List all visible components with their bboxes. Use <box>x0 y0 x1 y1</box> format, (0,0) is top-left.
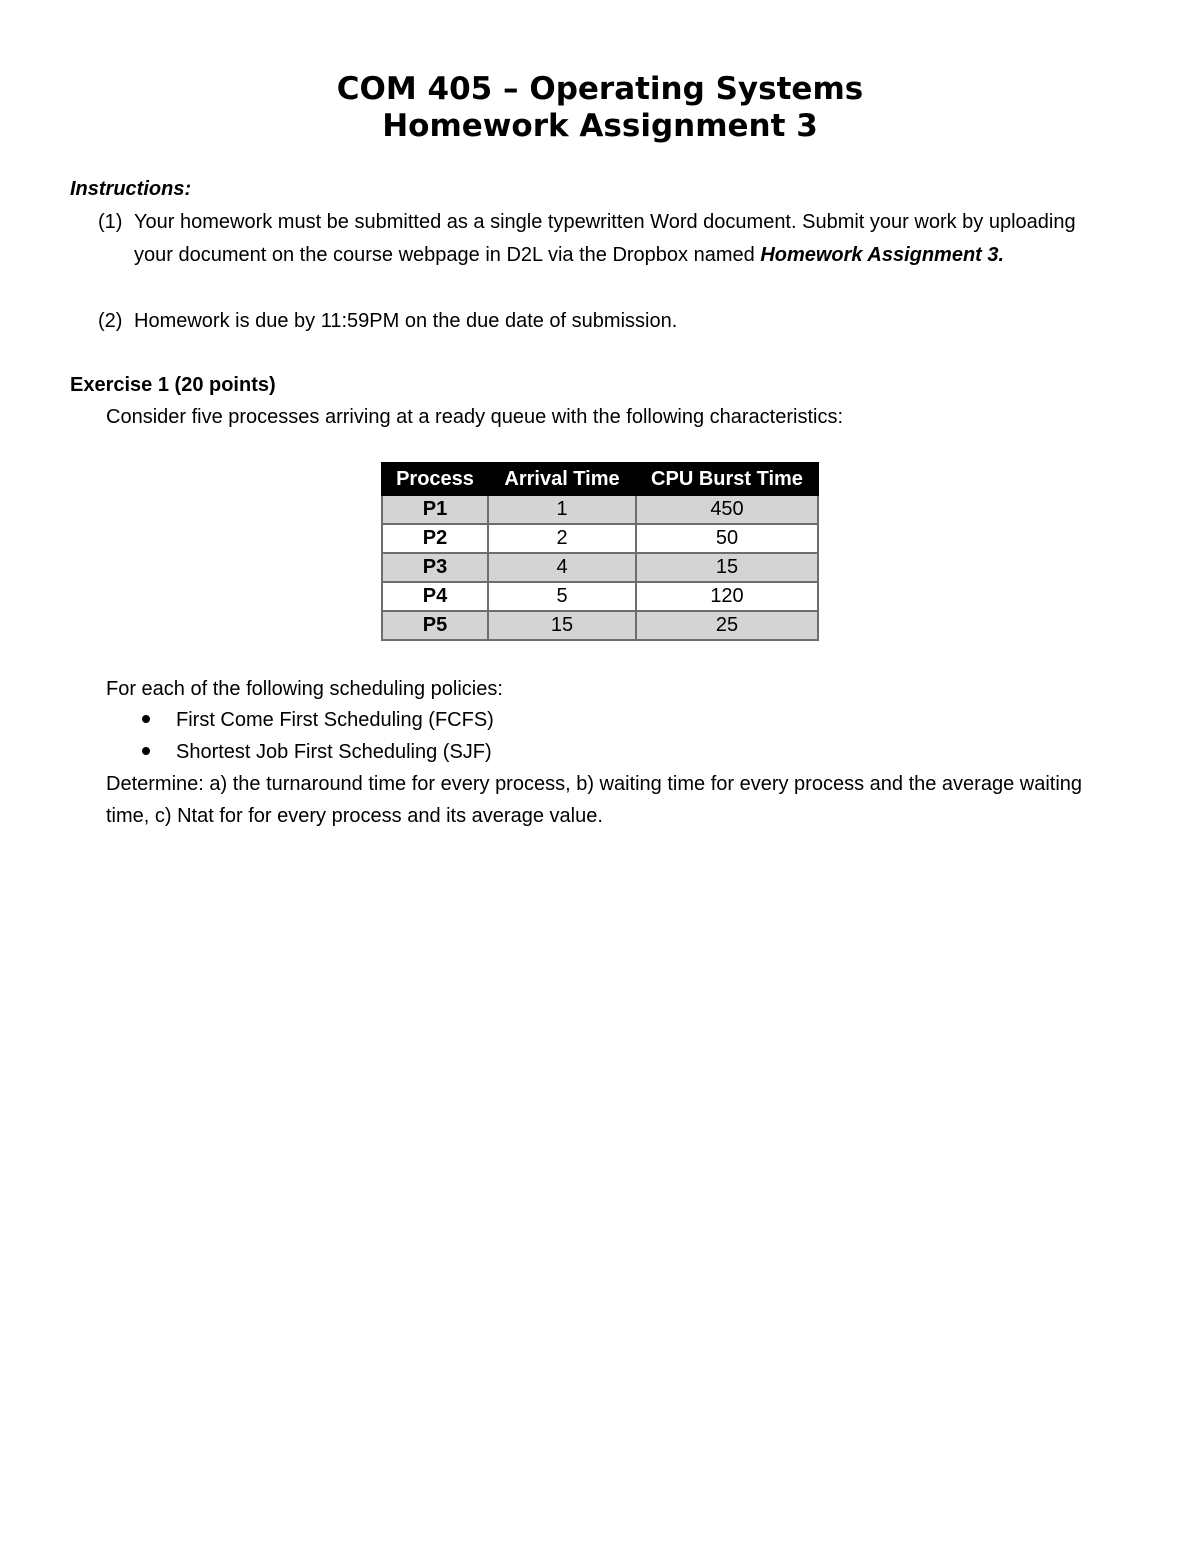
exercise-1-description: Consider five processes arriving at a ready queue with the following characteristics: <box>106 406 844 428</box>
policy-item-sjf: Shortest Job First Scheduling (SJF) <box>176 741 492 763</box>
process-table <box>381 462 819 641</box>
cell-arrival: 1 <box>488 495 636 524</box>
dropbox-name: Homework Assignment 3 <box>760 244 999 266</box>
cell-process: P3 <box>382 553 488 582</box>
bullet-icon <box>142 715 150 723</box>
table-row <box>382 553 818 582</box>
cell-process: P4 <box>382 582 488 611</box>
header-arrival-time: Arrival Time <box>488 463 636 495</box>
policy-item-fcfs: First Come First Scheduling (FCFS) <box>176 709 494 731</box>
cell-arrival: 15 <box>488 611 636 640</box>
determine-paragraph: Determine: a) the turnaround time for every process, b) waiting time for every process and the average waiting time, c) Ntat for for every process and its average value. <box>106 773 1083 827</box>
cell-process: P2 <box>382 524 488 553</box>
cell-arrival: 5 <box>488 582 636 611</box>
header-process: Process <box>382 463 488 495</box>
header-cpu-burst-time: CPU Burst Time <box>636 463 818 495</box>
cell-burst: 15 <box>636 553 818 582</box>
page-subtitle: Homework Assignment 3 <box>382 108 818 144</box>
exercise-1-title: Exercise 1 (20 points) <box>70 374 276 396</box>
bullet-icon <box>142 747 150 755</box>
cell-burst: 450 <box>636 495 818 524</box>
instructions-label: Instructions: <box>70 178 192 200</box>
cell-burst: 120 <box>636 582 818 611</box>
instruction-1-text <box>134 206 1084 272</box>
cell-burst: 50 <box>636 524 818 553</box>
instruction-2-number: (2) <box>98 310 123 332</box>
table-header-row <box>382 463 818 495</box>
table-row <box>382 495 818 524</box>
instruction-2-text: Homework is due by 11:59PM on the due date of submission. <box>134 310 678 332</box>
page-title: COM 405 – Operating Systems <box>336 71 864 107</box>
instruction-1-body: Your homework must be submitted as a single typewritten Word document. Submit your work by uploading your document on the course webpage in D2L via the Dropbox named <box>134 211 1076 266</box>
instruction-1-number: (1) <box>98 211 123 233</box>
table-row <box>382 524 818 553</box>
cell-arrival: 2 <box>488 524 636 553</box>
cell-process: P1 <box>382 495 488 524</box>
cell-process: P5 <box>382 611 488 640</box>
table-row <box>382 582 818 611</box>
instruction-1-end: . <box>998 244 1005 266</box>
table-row <box>382 611 818 640</box>
cell-burst: 25 <box>636 611 818 640</box>
cell-arrival: 4 <box>488 553 636 582</box>
policies-intro: For each of the following scheduling policies: <box>106 678 503 700</box>
